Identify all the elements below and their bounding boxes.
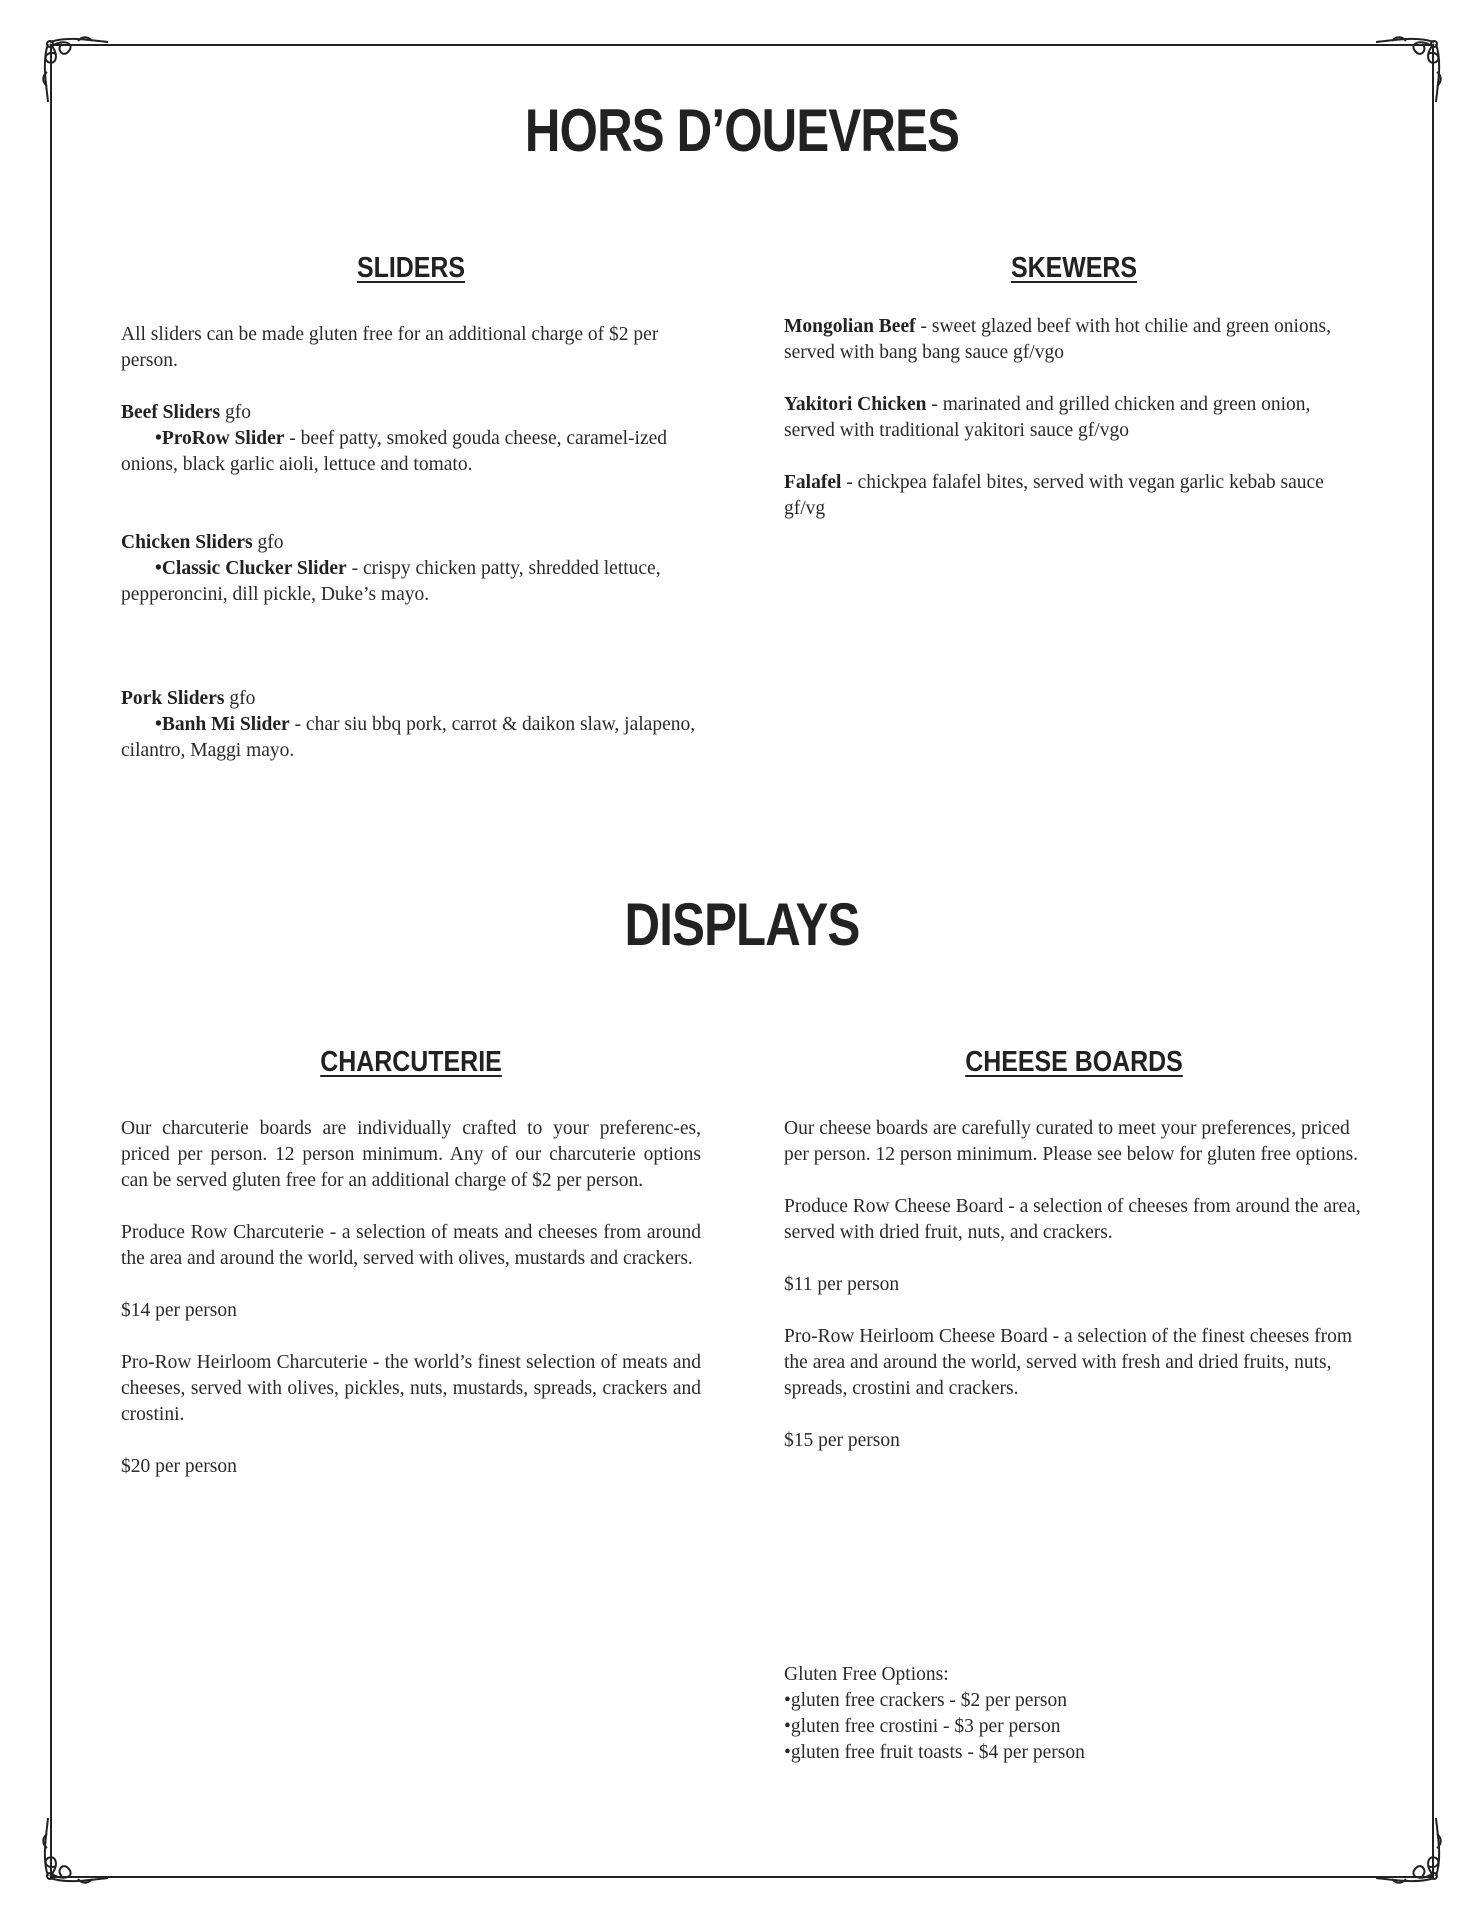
gluten-free-item: •gluten free crostini - $3 per person — [784, 1716, 1061, 1737]
slider-item-prorow — [121, 426, 701, 478]
category-tag: gfo — [224, 402, 251, 423]
cheese-intro: Our cheese boards are carefully curated to meet your preferences, priced per person. 12 person minimum. Please see below for gluten free options. — [784, 1118, 1359, 1165]
skewer-item-falafel — [784, 470, 1364, 522]
section-title-charcuterie: CHARCUTERIE — [320, 1046, 502, 1078]
cheese-option-heirloom: Pro-Row Heirloom Cheese Board - a selection of the finest cheeses from the area and around the world, served with fresh and dried fruits, nuts, spreads, crostini and crackers. — [784, 1326, 1353, 1399]
item-desc: - beef patty, smoked gouda cheese, caramel-ized onions, black garlic aioli, lettuce and tomato. — [121, 428, 668, 475]
slider-category-pork — [121, 686, 701, 712]
category-tag: gfo — [229, 688, 256, 709]
gluten-free-item: •gluten free crackers - $2 per person — [784, 1690, 1067, 1711]
item-desc: - sweet glazed beef with hot chilie and green onions, served with bang bang sauce gf/vgo — [784, 316, 1331, 363]
section-title-cheese-boards: CHEESE BOARDS — [965, 1046, 1183, 1078]
cheese-boards-column — [784, 1116, 1364, 1480]
item-desc: - char siu bbq pork, carrot & daikon slaw, jalapeno, cilantro, Maggi mayo. — [121, 714, 696, 761]
category-name: Chicken Sliders — [121, 532, 253, 553]
heading-hors-douevres: HORS D’OUEVRES — [524, 97, 960, 164]
item-name: •ProRow Slider — [155, 428, 285, 449]
item-name: Falafel — [784, 472, 842, 493]
cheese-price-produce-row: $11 per person — [784, 1274, 900, 1295]
category-tag: gfo — [257, 532, 284, 553]
corner-ornament-top-left — [38, 32, 118, 112]
section-title-sliders: SLIDERS — [356, 252, 466, 284]
category-name: Beef Sliders — [121, 402, 221, 423]
charcuterie-intro: Our charcuterie boards are individually crafted to your preferenc-es, priced per person. 12 person minimum. Any of our charcuterie options can be served gluten free for an additional charge of $2 per person. — [121, 1118, 701, 1191]
skewer-item-yakitori-chicken — [784, 392, 1364, 444]
gluten-free-title: Gluten Free Options: — [784, 1664, 949, 1685]
cheese-option-produce-row: Produce Row Cheese Board - a selection of cheeses from around the area, served with dried fruit, nuts, and crackers. — [784, 1196, 1361, 1243]
skewers-column — [784, 314, 1364, 548]
slider-category-beef — [121, 400, 701, 426]
item-desc: - crispy chicken patty, shredded lettuce, pepperoncini, dill pickle, Duke’s mayo. — [121, 558, 661, 605]
sliders-column — [121, 322, 701, 790]
gluten-free-options — [784, 1662, 1364, 1766]
gluten-free-item: •gluten free fruit toasts - $4 per person — [784, 1742, 1085, 1763]
charcuterie-option-produce-row: Produce Row Charcuterie - a selection of meats and cheeses from around the area and around the world, served with olives, mustards and crackers. — [121, 1222, 701, 1269]
item-desc: - marinated and grilled chicken and green onion, served with traditional yakitori sauce gf/vgo — [784, 394, 1311, 441]
corner-ornament-bottom-right — [1366, 1808, 1446, 1888]
charcuterie-price-produce-row: $14 per person — [121, 1300, 237, 1321]
charcuterie-option-heirloom: Pro-Row Heirloom Charcuterie - the world’s finest selection of meats and cheeses, served with olives, pickles, nuts, mustards, spreads, crackers and crostini. — [121, 1352, 701, 1425]
heading-displays: DISPLAYS — [624, 891, 860, 958]
corner-ornament-top-right — [1366, 32, 1446, 112]
item-desc: - chickpea falafel bites, served with vegan garlic kebab sauce gf/vg — [784, 472, 1324, 519]
cheese-price-heirloom: $15 per person — [784, 1430, 900, 1451]
item-name: Yakitori Chicken — [784, 394, 927, 415]
sliders-intro: All sliders can be made gluten free for an additional charge of $2 per person. — [121, 324, 659, 371]
item-name: •Classic Clucker Slider — [155, 558, 347, 579]
item-name: Mongolian Beef — [784, 316, 916, 337]
item-name: •Banh Mi Slider — [155, 714, 290, 735]
slider-item-classic-clucker — [121, 556, 701, 608]
slider-category-chicken — [121, 530, 701, 556]
section-title-skewers: SKEWERS — [1010, 252, 1138, 284]
charcuterie-column — [121, 1116, 701, 1506]
corner-ornament-bottom-left — [38, 1808, 118, 1888]
skewer-item-mongolian-beef — [784, 314, 1364, 366]
slider-item-banh-mi — [121, 712, 701, 764]
category-name: Pork Sliders — [121, 688, 225, 709]
charcuterie-price-heirloom: $20 per person — [121, 1456, 237, 1477]
